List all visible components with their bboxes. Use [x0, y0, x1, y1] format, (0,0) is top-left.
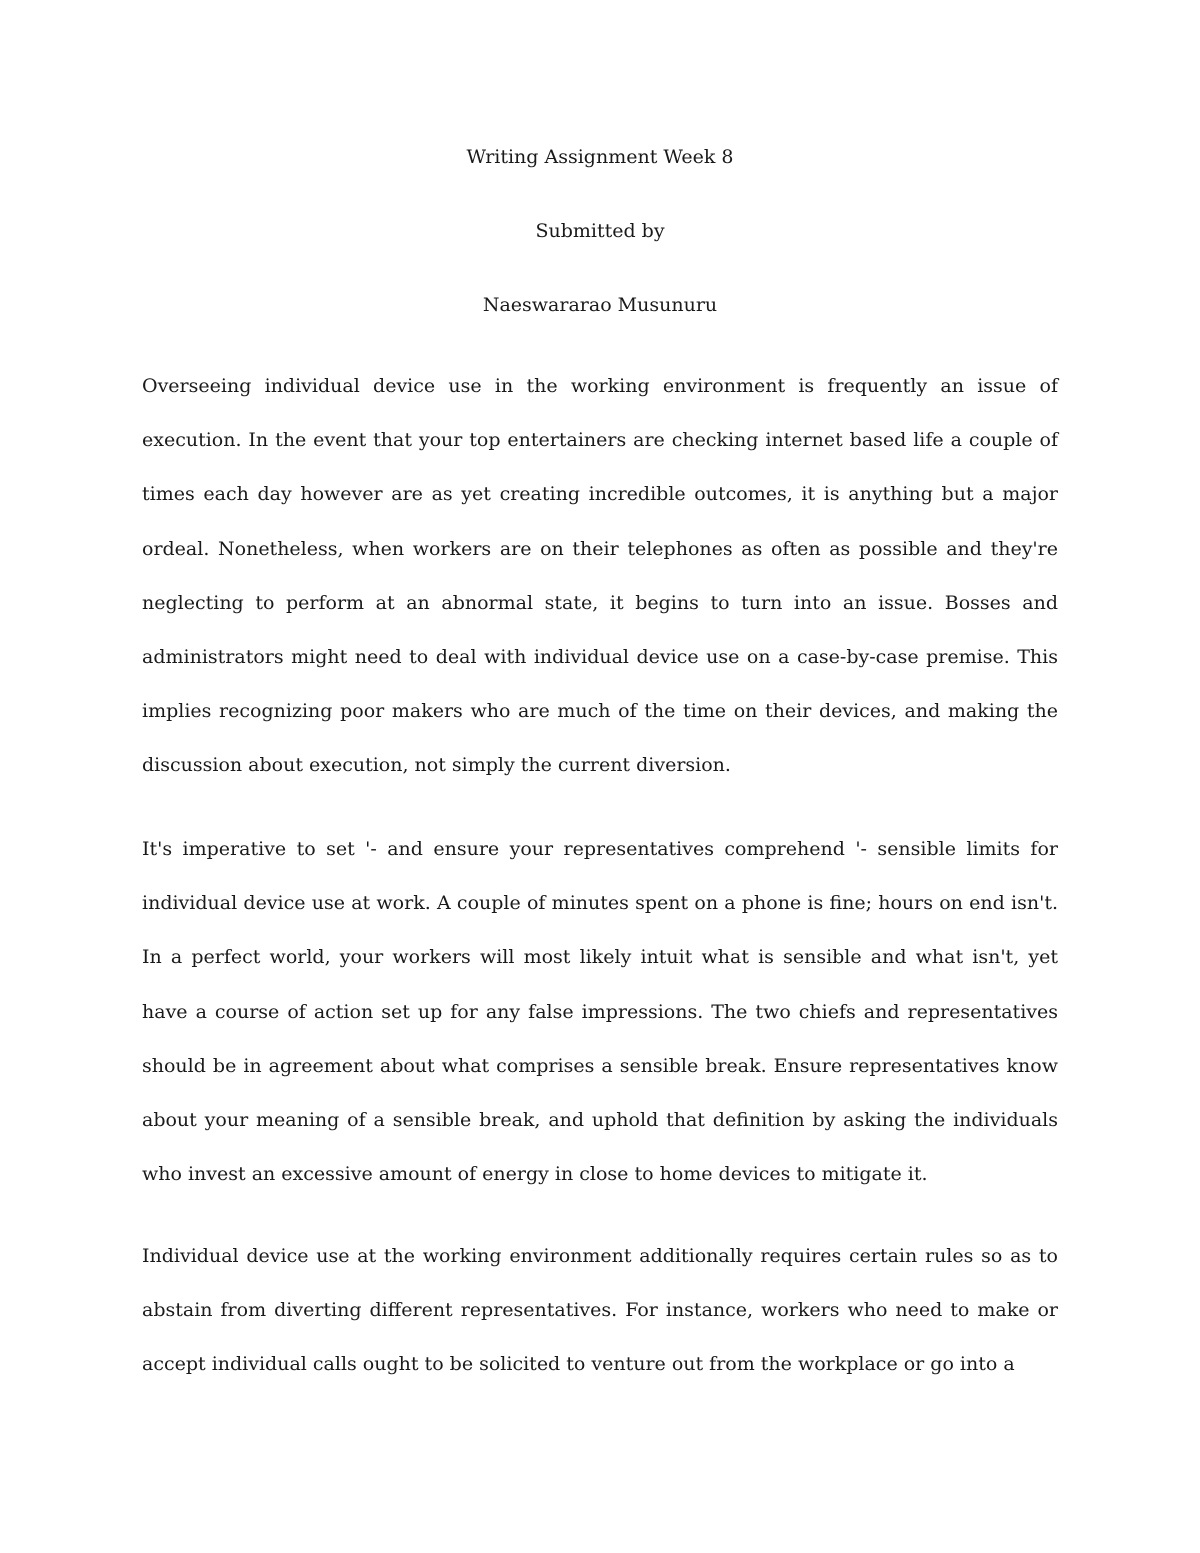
body-paragraph: It's imperative to set '- and ensure your representatives comprehend '- sensible limits for individual device use at work. A couple of minutes spent on a phone is fine; hours on end isn't. In a perfect world, your workers will most likely intuit what is sensible and what isn't, yet have a course of action set up for any false impressions. The two chiefs and representatives should be in agreement about what comprises a sensible break. Ensure representatives know about your meaning of a sensible break, and uphold that definition by asking the individuals who invest an excessive amount of energy in close to home devices to mitigate it.	[142, 838, 1058, 1186]
author-name: Naeswararao Musunuru	[482, 294, 718, 316]
body-paragraph: Individual device use at the working environment additionally requires certain rules so as to abstain from diverting different representatives. For instance, workers who need to make or accept individual calls ought to be solicited to venture out from the workplace or go into a	[142, 1245, 1058, 1376]
document-title: Writing Assignment Week 8	[466, 146, 734, 168]
submitted-by-label: Submitted by	[535, 220, 665, 242]
body-paragraph: Overseeing individual device use in the working environment is frequently an issue of execution. In the event that your top entertainers are checking internet based life a couple of times each day however are as yet creating incredible outcomes, it is anything but a major ordeal. Nonetheless, when workers are on their telephones as often as possible and they're neglecting to perform at an abnormal state, it begins to turn into an issue. Bosses and administrators might need to deal with individual device use on a case-by-case premise. This implies recognizing poor makers who are much of the time on their devices, and making the discussion about execution, not simply the current diversion.	[142, 375, 1058, 777]
